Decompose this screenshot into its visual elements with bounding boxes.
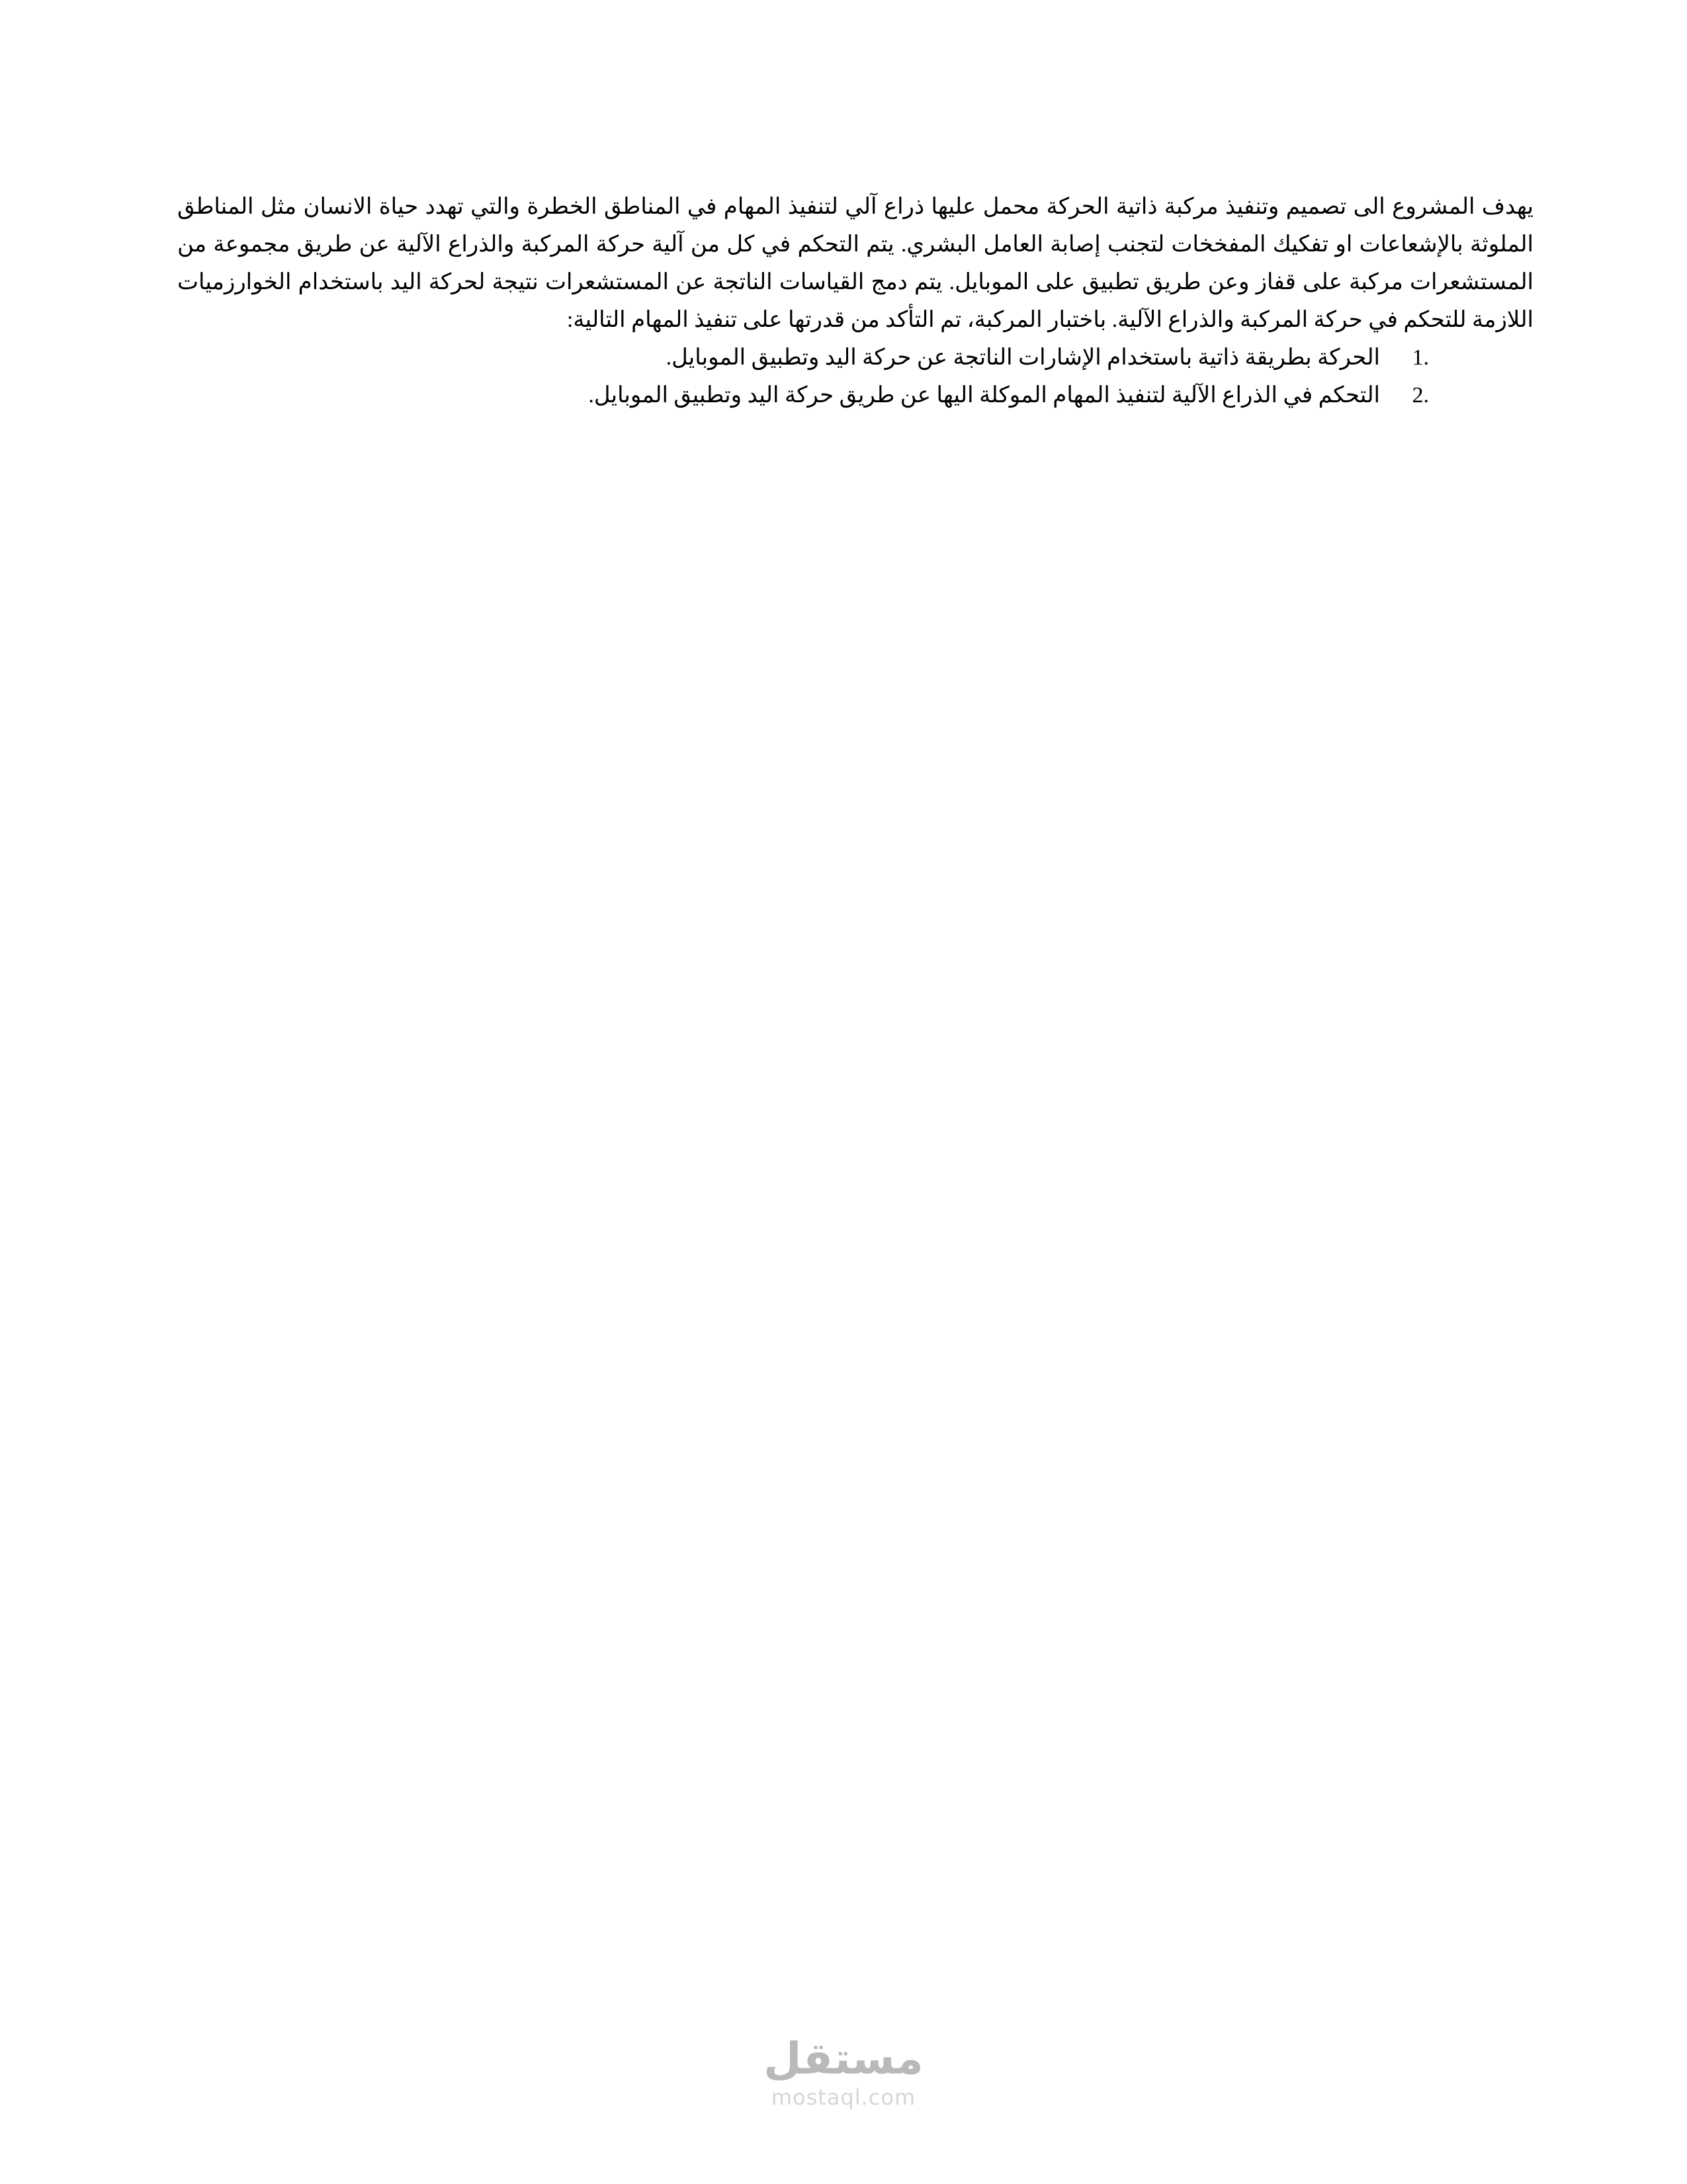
list-item-number: 2. [1412, 383, 1429, 408]
document-content [177, 188, 1534, 414]
task-list [177, 339, 1534, 414]
watermark [0, 2034, 1687, 2111]
task-list-item-2 [177, 376, 1534, 414]
mostaql-logo: مستقل [763, 2033, 924, 2084]
mostaql-url: mostaql.com [771, 2085, 916, 2110]
list-item-text: التحكم في الذراع الآلية لتنفيذ المهام الموكلة اليها عن طريق حركة اليد وتطبيق الموبايل. [588, 383, 1380, 408]
intro-paragraph: يهدف المشروع الى تصميم وتنفيذ مركبة ذاتية الحركة محمل عليها ذراع آلي لتنفيذ المهام في المناطق الخطرة والتي تهدد حياة الانسان مثل المناطق الملوثة بالإشعاعات او تفكيك المفخخات لتجنب إصابة العامل البشري. يتم التحكم في كل من آلية حركة المركبة والذراع الآلية عن طريق مجموعة من المستشعرات مركبة على قفاز وعن طريق تطبيق على الموبايل. يتم دمج القياسات الناتجة عن المستشعرات نتيجة لحركة اليد باستخدام الخوارزميات اللازمة للتحكم في حركة المركبة والذراع الآلية. باختبار المركبة، تم التأكد من قدرتها على تنفيذ المهام التالية: [177, 195, 1534, 332]
task-list-item-1 [177, 339, 1534, 376]
list-item-number: 1. [1412, 345, 1429, 370]
list-item-text: الحركة بطريقة ذاتية باستخدام الإشارات الناتجة عن حركة اليد وتطبيق الموبايل. [666, 345, 1380, 370]
